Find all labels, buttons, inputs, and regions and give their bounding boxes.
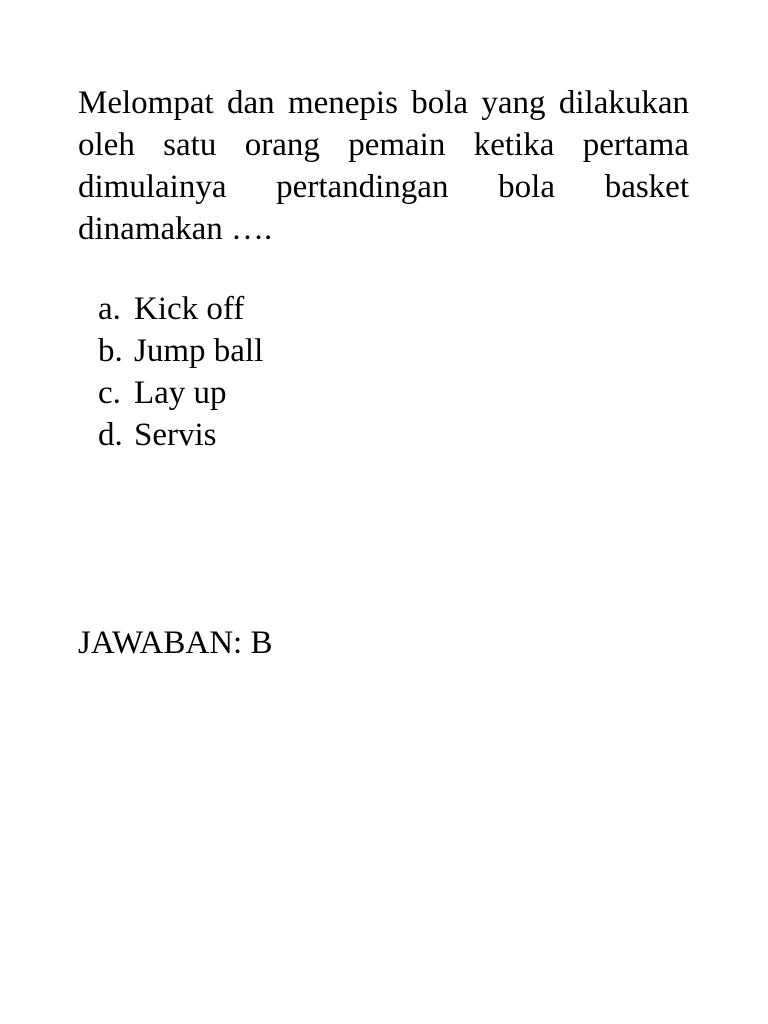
- option-a: [98, 288, 263, 330]
- option-text: Jump ball: [134, 333, 264, 369]
- question-text: Melompat dan menepis bola yang dilakukan oleh satu orang pemain ketika pertama dimulainya pertandingan bola basket dinamakan ….: [78, 85, 689, 247]
- answer-options-list: [98, 288, 263, 456]
- answer-key: JAWABAN: B: [78, 625, 273, 661]
- option-letter: c.: [98, 375, 121, 411]
- option-d: [98, 414, 263, 456]
- option-letter: d.: [98, 417, 123, 453]
- option-text: Kick off: [134, 291, 245, 327]
- option-b: [98, 330, 263, 372]
- option-letter: b.: [98, 333, 123, 369]
- option-text: Lay up: [134, 375, 227, 411]
- option-letter: a.: [98, 291, 121, 327]
- option-c: [98, 372, 263, 414]
- option-text: Servis: [134, 417, 217, 453]
